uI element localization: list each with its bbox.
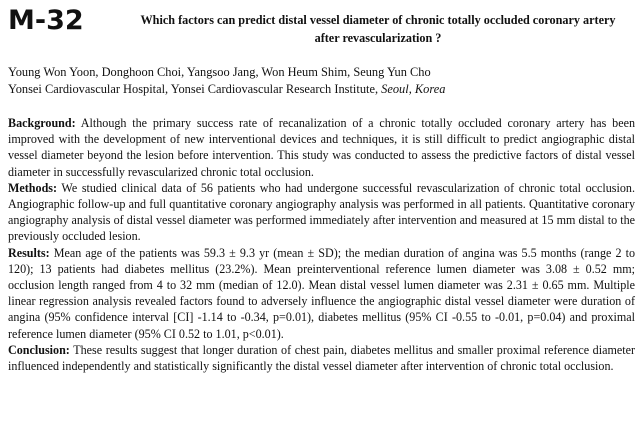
section-text: Although the primary success rate of recanalization of a chronic totally occluded coronary artery has been improved with the development of new interventional devices and techniques, it is still difficult to predict angiographic distal vessel diameter beyond the lesion before intervention. This study was conducted to assess the predictive factors of distal vessel diameter in successfully revascularized chronic total occlusion. xyxy=(8,116,635,179)
section-label: Results: xyxy=(8,245,50,260)
section-text: We studied clinical data of 56 patients who had undergone successful revascularization of chronic total occlusion. Angiographic follow-up and full quantitative coronary angiography analysis was performed in all patients. Quantitative coronary angiography analysis of distal vessel diameter was performed immediately after intervention and measured at 15 mm distal to the previously occluded lesion. xyxy=(8,180,635,244)
section-label: Methods: xyxy=(8,180,58,195)
section-text: These results suggest that longer duration of chest pain, diabetes mellitus and smaller proximal reference diameter influenced independently and statistically significantly the distal vessel diameter after intervention of chronic total occlusion. xyxy=(8,342,635,374)
methods-section xyxy=(8,180,635,245)
affiliation xyxy=(8,81,638,98)
section-label: Conclusion: xyxy=(8,342,70,357)
section-label: Background: xyxy=(8,116,76,130)
background-section xyxy=(8,115,635,180)
conclusion-section xyxy=(8,342,635,374)
abstract-body xyxy=(8,115,635,374)
affiliation-institution: Yonsei Cardiovascular Hospital, Yonsei Cardiovascular Research Institute, xyxy=(8,82,379,96)
results-section xyxy=(8,245,635,342)
abstract-title: Which factors can predict distal vessel diameter of chronic totally occluded coronary artery after revascularization ? xyxy=(140,13,616,45)
section-text: Mean age of the patients was 59.3 ± 9.3 yr (mean ± SD); the median duration of angina was 5.5 months (range 2 to 120); 13 patients had diabetes mellitus (23.2%). Mean preinterventional reference lumen diameter was 3.08 ± 0.52 mm; occlusion length ranged from 4 to 32 mm (median of 12.0). Mean distal vessel lumen diameter was 2.31 ± 0.65 mm. Multiple linear regression analysis revealed factors found to adversely influence the angiographic distal vessel diameter were duration of angina (95% confidence interval [CI] -1.14 to -0.34, p=0.01), diabetes mellitus (95% CI -0.55 to -0.01, p=0.04) and proximal reference lumen diameter (95% CI 0.52 to 1.01, p<0.01). xyxy=(8,245,635,341)
author-list: Young Won Yoon, Donghoon Choi, Yangsoo Jang, Won Heum Shim, Seung Yun Cho xyxy=(8,65,431,79)
abstract-code: M-32 xyxy=(8,5,84,36)
affiliation-location: Seoul, Korea xyxy=(381,82,446,96)
